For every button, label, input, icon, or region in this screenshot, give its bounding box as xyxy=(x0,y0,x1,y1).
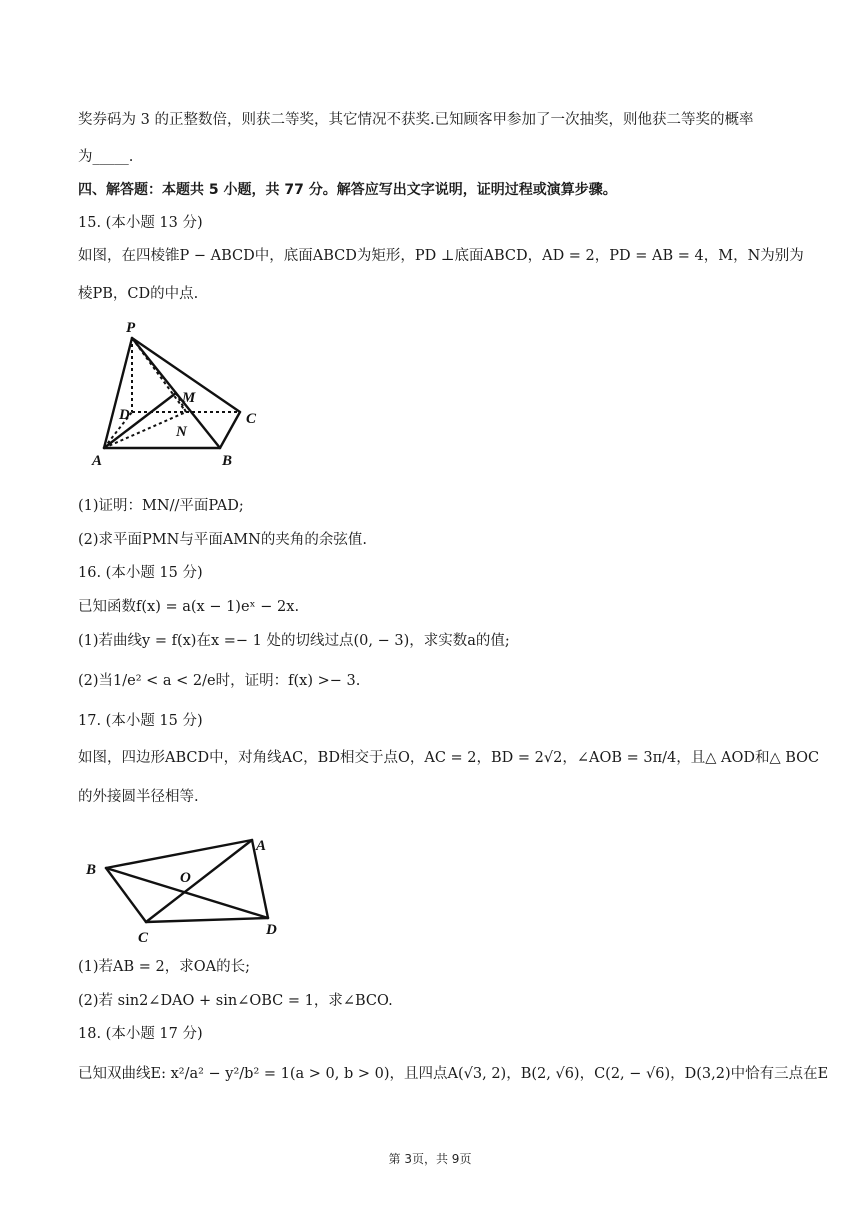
label-b: B xyxy=(86,862,97,878)
q15-pyramid-figure xyxy=(86,316,266,472)
edge-pa xyxy=(104,338,132,448)
q18-title: 18. (本小题 17 分) xyxy=(78,1026,203,1042)
diagonal-ac xyxy=(146,840,252,922)
edge-bc xyxy=(106,868,146,922)
carry-over-line-2: 为_____. xyxy=(78,149,134,165)
segment-pn xyxy=(132,338,186,412)
q17-title: 17. (本小题 15 分) xyxy=(78,713,203,729)
label-d: D xyxy=(266,922,277,938)
q18-stem: 已知双曲线E: x²/a² − y²/b² = 1(a > 0, b > 0)，且四点A(√3, 2)，B(2, √6)，C(2, − √6)，D(3,2)中恰有三点在E xyxy=(78,1066,829,1082)
q15-part-2: (2)求平面PMN与平面AMN的夹角的余弦值. xyxy=(78,532,367,548)
section-heading: 四、解答题：本题共 5 小题，共 77 分。解答应写出文字说明，证明过程或演算步骤。 xyxy=(78,182,617,198)
label-b: B xyxy=(222,453,233,469)
q17-part-2: (2)若 sin2∠DAO + sin∠OBC = 1，求∠BCO. xyxy=(78,993,393,1009)
q16-stem: 已知函数f(x) = a(x − 1)eˣ − 2x. xyxy=(78,599,300,615)
label-a: A xyxy=(256,838,267,854)
q17-part-1: (1)若AB = 2，求OA的长; xyxy=(78,959,251,975)
label-o: O xyxy=(180,870,191,886)
edge-cd xyxy=(146,918,268,922)
edge-bc xyxy=(220,412,240,448)
q15-stem-2: 棱PB，CD的中点. xyxy=(78,286,199,302)
page-footer: 第 3页，共 9页 xyxy=(388,1152,472,1166)
q17-quadrilateral-figure xyxy=(84,830,290,950)
q15-title: 15. (本小题 13 分) xyxy=(78,215,203,231)
label-d: D xyxy=(119,407,130,423)
q16-part-2: (2)当1/e² < a < 2/e时，证明：f(x) >− 3. xyxy=(78,673,361,689)
label-m: M xyxy=(182,390,196,406)
label-c: C xyxy=(138,930,149,946)
label-c: C xyxy=(246,411,257,427)
q16-part-1: (1)若曲线y = f(x)在x =− 1 处的切线过点(0, − 3)，求实数a的值; xyxy=(78,633,510,649)
label-n: N xyxy=(176,424,187,440)
carry-over-line-1: 奖券码为 3 的正整数倍，则获二等奖，其它情况不获奖.已知顾客甲参加了一次抽奖，则他获二等奖的概率 xyxy=(78,112,754,128)
label-a: A xyxy=(92,453,103,469)
q15-part-1: (1)证明：MN//平面PAD; xyxy=(78,498,244,514)
q15-stem-1: 如图，在四棱锥P − ABCD中，底面ABCD为矩形，PD ⊥底面ABCD，AD = 2，PD = AB = 4，M，N为别为 xyxy=(78,248,804,264)
q17-stem-2: 的外接圆半径相等. xyxy=(78,789,199,805)
q17-stem-1: 如图，四边形ABCD中，对角线AC，BD相交于点O，AC = 2，BD = 2√2，∠AOB = 3π/4，且△ AOD和△ BOC xyxy=(78,750,820,766)
edge-ba xyxy=(106,840,252,868)
q16-title: 16. (本小题 15 分) xyxy=(78,565,203,581)
label-p: P xyxy=(126,320,136,336)
